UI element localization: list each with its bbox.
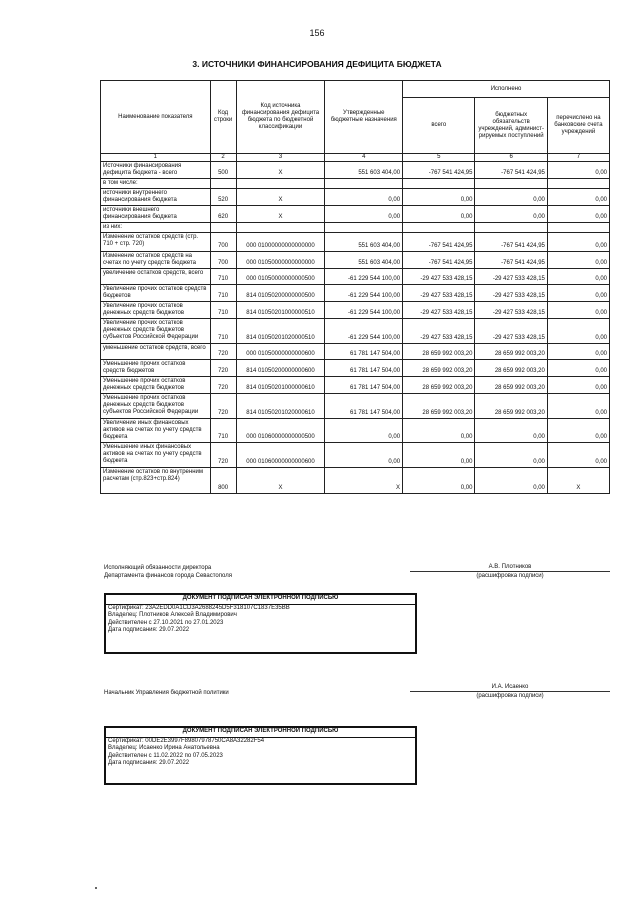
row-approved: -61 229 544 100,00 xyxy=(325,302,403,319)
row-name: уменьшение остатков средств, всего xyxy=(101,344,211,360)
row-executed-total: 0,00 xyxy=(403,419,475,443)
row-approved: -61 229 544 100,00 xyxy=(325,269,403,285)
e-signature-stamp-2 xyxy=(104,726,417,785)
row-code: 720 xyxy=(210,344,236,360)
row-code xyxy=(210,223,236,233)
row-name: Изменение остатков по внутренним расчетам (стр.823+стр.824) xyxy=(101,468,211,494)
row-executed-institutions: 28 659 992 003,20 xyxy=(475,360,547,377)
row-executed-total: -29 427 533 428,15 xyxy=(403,302,475,319)
row-source-code: 000 01050000000000500 xyxy=(236,269,325,285)
stamp2-validity: Действителен с 11.02.2022 по 07.05.2023 xyxy=(108,752,223,759)
row-name: Увеличение иных финансовых активов на счетах по учету средств бюджета xyxy=(101,419,211,443)
row-name: Уменьшение иных финансовых активов на счетах по учету средств бюджета xyxy=(101,443,211,468)
row-code: 500 xyxy=(210,162,236,179)
table-row xyxy=(101,344,610,360)
scan-speck xyxy=(95,887,97,889)
row-name: Увеличение прочих остатков денежных средств бюджетов xyxy=(101,302,211,319)
row-executed-total xyxy=(403,223,475,233)
row-approved: 551 603 404,00 xyxy=(325,252,403,269)
row-executed-total: -767 541 424,95 xyxy=(403,233,475,252)
row-approved: 0,00 xyxy=(325,189,403,206)
row-approved xyxy=(325,179,403,189)
col-number: 2 xyxy=(210,154,236,162)
row-approved: 61 781 147 504,00 xyxy=(325,377,403,394)
table-row xyxy=(101,302,610,319)
signer1-position-line2: Департамента финансов города Севастополя xyxy=(104,573,232,579)
signer1-position xyxy=(104,564,232,580)
col-number: 3 xyxy=(236,154,325,162)
row-executed-bank: 0,00 xyxy=(547,377,609,394)
header-executed: Исполнено xyxy=(403,81,610,98)
row-code: 700 xyxy=(210,233,236,252)
row-executed-total: -767 541 424,95 xyxy=(403,252,475,269)
signer1-position-line1: Исполняющий обязанности директора xyxy=(104,565,212,571)
row-source-code: 000 01050000000000000 xyxy=(236,252,325,269)
row-source-code: 814 01050201000000510 xyxy=(236,302,325,319)
row-approved: 0,00 xyxy=(325,206,403,223)
row-code: 710 xyxy=(210,285,236,302)
row-name: источники внутреннего финансирования бюджета xyxy=(101,189,211,206)
row-executed-institutions: 28 659 992 003,20 xyxy=(475,394,547,419)
stamp1-validity: Действителен с 27.10.2021 по 27.01.2023 xyxy=(108,619,224,626)
header-name: Наименование показателя xyxy=(101,81,211,154)
table-row xyxy=(101,252,610,269)
stamp1-owner: Владелец: Плотников Алексей Владимирович xyxy=(108,612,237,618)
row-name: Уменьшение прочих остатков денежных средств бюджетов субъектов Российской Федерации xyxy=(101,394,211,419)
row-source-code: 000 01000000000000000 xyxy=(236,233,325,252)
row-executed-bank: 0,00 xyxy=(547,252,609,269)
table-row xyxy=(101,419,610,443)
financing-sources-table xyxy=(100,80,610,494)
row-executed-bank: 0,00 xyxy=(547,302,609,319)
row-approved: X xyxy=(325,468,403,494)
row-approved: 61 781 147 504,00 xyxy=(325,360,403,377)
row-source-code xyxy=(236,179,325,189)
row-code: 620 xyxy=(210,206,236,223)
row-code: 710 xyxy=(210,419,236,443)
row-code: 720 xyxy=(210,377,236,394)
stamp1-sign-date: Дата подписания: 29.07.2022 xyxy=(108,627,190,633)
row-executed-institutions: 0,00 xyxy=(475,206,547,223)
stamp2-certificate: Сертификат: 00DE2E3997F89807978750CA8A32282F54 xyxy=(108,737,265,744)
table-row xyxy=(101,206,610,223)
row-executed-institutions: -29 427 533 428,15 xyxy=(475,302,547,319)
row-executed-institutions: 0,00 xyxy=(475,419,547,443)
row-executed-total: 28 659 992 003,20 xyxy=(403,360,475,377)
row-executed-bank: 0,00 xyxy=(547,189,609,206)
row-executed-bank: 0,00 xyxy=(547,206,609,223)
row-executed-institutions: -29 427 533 428,15 xyxy=(475,269,547,285)
row-executed-total: 28 659 992 003,20 xyxy=(403,377,475,394)
table-row xyxy=(101,443,610,468)
row-approved xyxy=(325,223,403,233)
row-approved: -61 229 544 100,00 xyxy=(325,319,403,344)
row-executed-bank: 0,00 xyxy=(547,344,609,360)
row-source-code: X xyxy=(236,468,325,494)
row-source-code: 000 01060000000000500 xyxy=(236,419,325,443)
row-executed-bank: 0,00 xyxy=(547,285,609,302)
row-approved: 61 781 147 504,00 xyxy=(325,344,403,360)
row-name: увеличение остатков средств, всего xyxy=(101,269,211,285)
table-row xyxy=(101,285,610,302)
row-executed-institutions: -767 541 424,95 xyxy=(475,252,547,269)
row-executed-bank: X xyxy=(547,468,609,494)
row-source-code: X xyxy=(236,189,325,206)
table-row xyxy=(101,189,610,206)
row-executed-total: 0,00 xyxy=(403,189,475,206)
row-approved: 0,00 xyxy=(325,419,403,443)
row-code: 710 xyxy=(210,319,236,344)
table-row xyxy=(101,233,610,252)
row-executed-total: -29 427 533 428,15 xyxy=(403,319,475,344)
row-source-code: X xyxy=(236,206,325,223)
stamp2-header: ДОКУМЕНТ ПОДПИСАН ЭЛЕКТРОННОЙ ПОДПИСЬЮ xyxy=(106,728,415,738)
row-executed-bank: 0,00 xyxy=(547,162,609,179)
page-number: 156 xyxy=(309,28,325,38)
row-name: Уменьшение прочих остатков денежных средств бюджетов xyxy=(101,377,211,394)
row-executed-institutions: 28 659 992 003,20 xyxy=(475,344,547,360)
col-number: 5 xyxy=(403,154,475,162)
row-executed-total: -29 427 533 428,15 xyxy=(403,285,475,302)
row-source-code: 000 01050000000000600 xyxy=(236,344,325,360)
header-total: всего xyxy=(403,98,475,154)
header-approved: Утвержденные бюджетные назначения xyxy=(325,81,403,154)
stamp1-certificate: Сертификат: 23A2EDD0A1CD3A2688245D5F318107C1837E35BB xyxy=(108,604,290,611)
table-row xyxy=(101,319,610,344)
row-executed-total: 0,00 xyxy=(403,443,475,468)
row-executed-bank: 0,00 xyxy=(547,269,609,285)
row-executed-bank: 0,00 xyxy=(547,319,609,344)
row-executed-institutions: 0,00 xyxy=(475,443,547,468)
row-executed-total: -29 427 533 428,15 xyxy=(403,269,475,285)
row-executed-institutions: 28 659 992 003,20 xyxy=(475,377,547,394)
row-executed-total: 0,00 xyxy=(403,468,475,494)
header-bank: перечислено на банковские счета учреждений xyxy=(547,98,609,154)
row-executed-total xyxy=(403,179,475,189)
row-name: Увеличение прочих остатков средств бюджетов xyxy=(101,285,211,302)
row-approved: -61 229 544 100,00 xyxy=(325,285,403,302)
signer1-caption: (расшифровка подписи) xyxy=(476,573,544,579)
table-body xyxy=(101,162,610,494)
row-name: из них: xyxy=(101,223,211,233)
row-executed-institutions: 0,00 xyxy=(475,468,547,494)
signer2-caption: (расшифровка подписи) xyxy=(476,693,544,699)
row-name: Изменение остатков средств (стр. 710 + стр. 720) xyxy=(101,233,211,252)
header-code-source: Код источника финансирования дефицита бюджета по бюджетной классификации xyxy=(236,81,325,154)
signer2-name: И.А. Исаенко xyxy=(491,684,529,690)
row-code: 710 xyxy=(210,269,236,285)
section-title: 3. ИСТОЧНИКИ ФИНАНСИРОВАНИЯ ДЕФИЦИТА БЮДЖЕТА xyxy=(192,59,442,69)
table-row xyxy=(101,377,610,394)
row-executed-bank: 0,00 xyxy=(547,443,609,468)
table-row xyxy=(101,162,610,179)
row-executed-bank xyxy=(547,179,609,189)
stamp2-owner: Владелец: Исаенко Ирина Анатольевна xyxy=(108,745,220,751)
row-code: 710 xyxy=(210,302,236,319)
col-number: 7 xyxy=(547,154,609,162)
row-source-code xyxy=(236,223,325,233)
row-executed-total: 0,00 xyxy=(403,206,475,223)
row-executed-institutions: -767 541 424,95 xyxy=(475,233,547,252)
stamp2-sign-date: Дата подписания: 29.07.2022 xyxy=(108,760,190,766)
col-number: 4 xyxy=(325,154,403,162)
row-executed-total: 28 659 992 003,20 xyxy=(403,344,475,360)
row-name: в том числе: xyxy=(101,179,211,189)
row-source-code: 814 01050201000000610 xyxy=(236,377,325,394)
row-source-code: 814 01050201020000610 xyxy=(236,394,325,419)
row-name: Увеличение прочих остатков денежных средств бюджетов субъектов Российской Федерации xyxy=(101,319,211,344)
table-row xyxy=(101,468,610,494)
table-row xyxy=(101,360,610,377)
row-executed-bank: 0,00 xyxy=(547,394,609,419)
row-name: Уменьшение прочих остатков средств бюджетов xyxy=(101,360,211,377)
row-code: 700 xyxy=(210,252,236,269)
row-executed-institutions: -29 427 533 428,15 xyxy=(475,285,547,302)
row-approved: 0,00 xyxy=(325,443,403,468)
row-executed-bank xyxy=(547,223,609,233)
row-executed-institutions: -29 427 533 428,15 xyxy=(475,319,547,344)
header-code-row: Код строки xyxy=(210,81,236,154)
row-code: 720 xyxy=(210,394,236,419)
row-source-code: 000 01060000000000600 xyxy=(236,443,325,468)
row-source-code: 814 01050200000000500 xyxy=(236,285,325,302)
table-row xyxy=(101,179,610,189)
col-number: 1 xyxy=(101,154,211,162)
stamp1-header: ДОКУМЕНТ ПОДПИСАН ЭЛЕКТРОННОЙ ПОДПИСЬЮ xyxy=(106,595,415,605)
row-approved: 61 781 147 504,00 xyxy=(325,394,403,419)
row-source-code: 814 01050200000000600 xyxy=(236,360,325,377)
row-executed-institutions xyxy=(475,223,547,233)
row-executed-total: 28 659 992 003,20 xyxy=(403,394,475,419)
row-code xyxy=(210,179,236,189)
table-row xyxy=(101,269,610,285)
row-code: 800 xyxy=(210,468,236,494)
row-executed-bank: 0,00 xyxy=(547,360,609,377)
row-executed-bank: 0,00 xyxy=(547,233,609,252)
row-executed-bank: 0,00 xyxy=(547,419,609,443)
table-row xyxy=(101,394,610,419)
row-source-code: X xyxy=(236,162,325,179)
col-number: 6 xyxy=(475,154,547,162)
row-executed-institutions xyxy=(475,179,547,189)
table-row xyxy=(101,223,610,233)
row-name: Изменение остатков средств на счетах по учету средств бюджета xyxy=(101,252,211,269)
signer1-name: А.В. Плотников xyxy=(488,564,532,570)
row-approved: 551 603 404,00 xyxy=(325,233,403,252)
signer2-position: Начальник Управления бюджетной политики xyxy=(104,690,229,696)
row-name: Источники финансирования дефицита бюджета - всего xyxy=(101,162,211,179)
row-source-code: 814 01050201020000510 xyxy=(236,319,325,344)
e-signature-stamp-1 xyxy=(104,593,417,654)
row-code: 720 xyxy=(210,360,236,377)
row-code: 720 xyxy=(210,443,236,468)
header-institutions: бюджетных обязательств учреждений, админист-рируемых поступлений xyxy=(475,98,547,154)
row-executed-institutions: 0,00 xyxy=(475,189,547,206)
row-executed-total: -767 541 424,95 xyxy=(403,162,475,179)
row-code: 520 xyxy=(210,189,236,206)
row-approved: 551 603 404,00 xyxy=(325,162,403,179)
row-executed-institutions: -767 541 424,95 xyxy=(475,162,547,179)
row-name: источники внешнего финансирования бюджета xyxy=(101,206,211,223)
